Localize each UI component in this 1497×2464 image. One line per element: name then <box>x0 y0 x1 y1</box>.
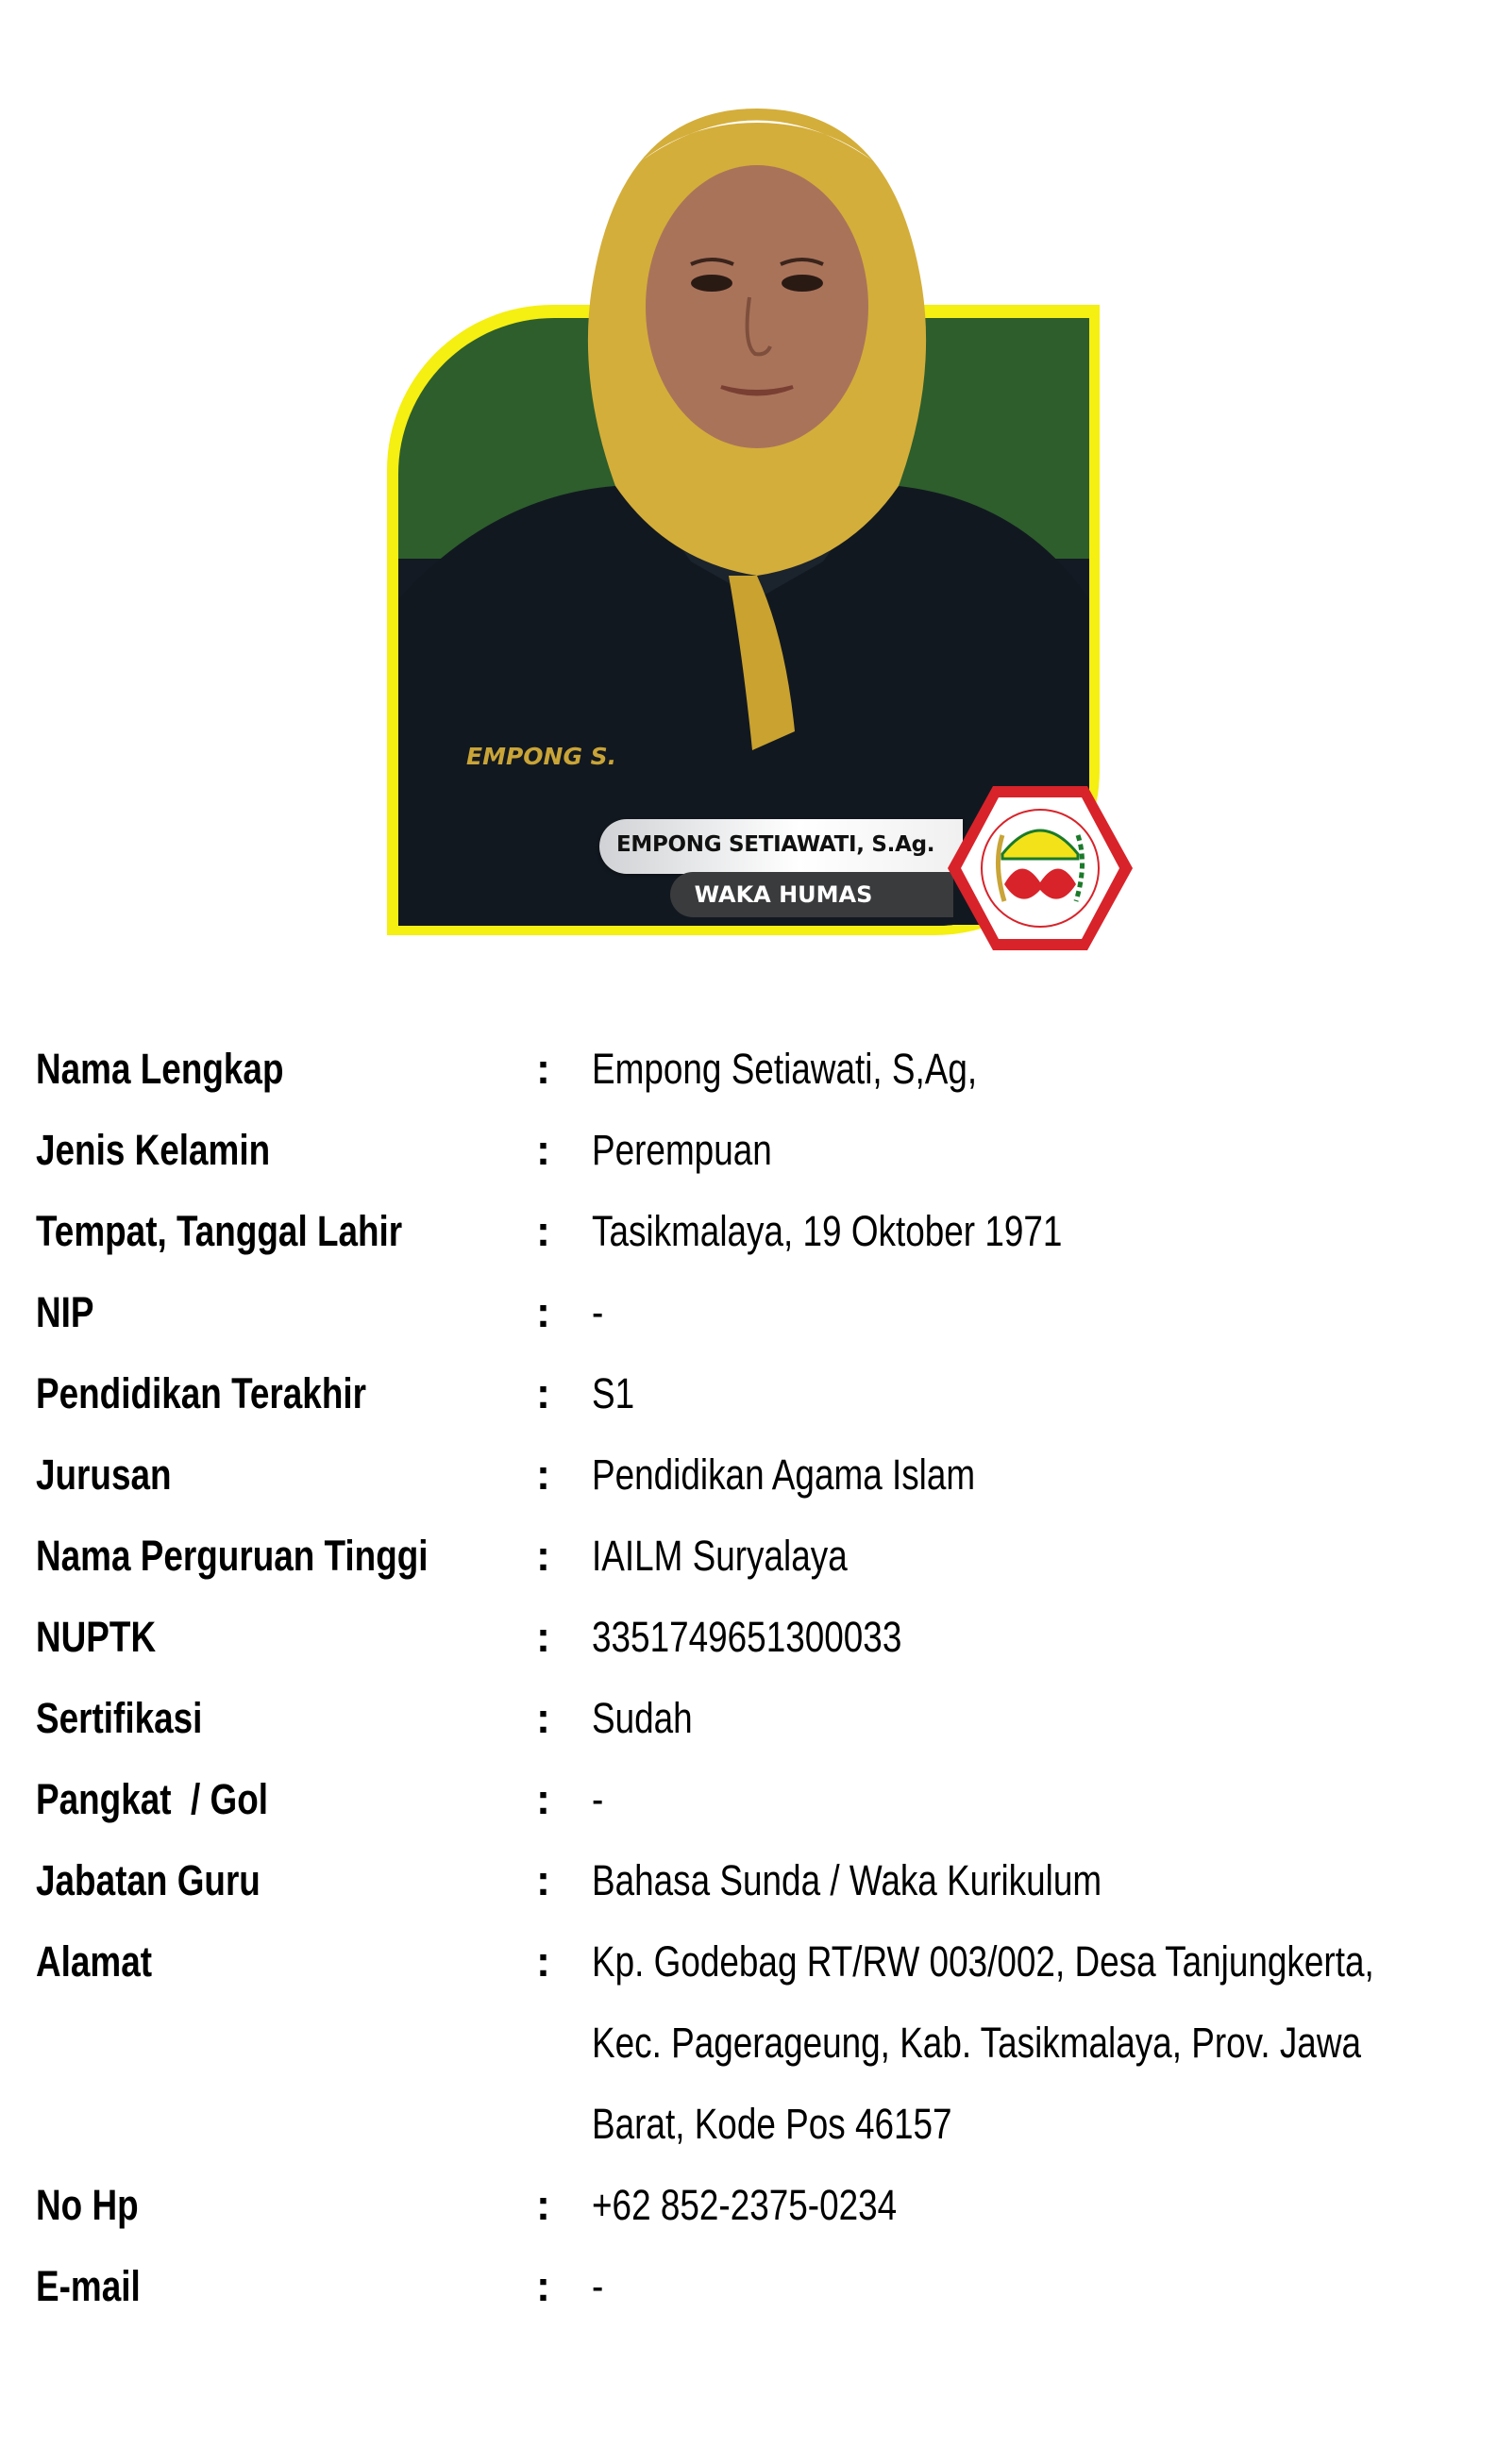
separator: : <box>536 1369 550 1417</box>
separator: : <box>536 2262 550 2310</box>
value-alamat-line-1: Kp. Godebag RT/RW 003/002, Desa Tanjungkerta, <box>592 1937 1374 1986</box>
profile-card <box>379 71 1135 958</box>
school-logo-icon <box>946 779 1135 958</box>
label-pangkat: Pangkat / Gol <box>36 1775 269 1823</box>
badge-name: EMPONG SETIAWATI, S.Ag. <box>616 832 935 857</box>
separator: : <box>536 1856 550 1904</box>
separator: : <box>536 1532 550 1580</box>
value-jurusan: Pendidikan Agama Islam <box>592 1450 976 1499</box>
label-nuptk: NUPTK <box>36 1613 157 1661</box>
label-jabatan: Jabatan Guru <box>36 1856 261 1904</box>
value-jabatan: Bahasa Sunda / Waka Kurikulum <box>592 1856 1102 1904</box>
row-nip <box>0 1272 1497 1353</box>
value-nama-lengkap: Empong Setiawati, S,Ag, <box>592 1045 978 1093</box>
row-jenis-kelamin <box>0 1110 1497 1191</box>
row-email <box>0 2246 1497 2327</box>
separator: : <box>536 1937 550 1986</box>
value-sertifikasi: Sudah <box>592 1694 693 1742</box>
row-ttl <box>0 1191 1497 1272</box>
label-jenis-kelamin: Jenis Kelamin <box>36 1126 271 1174</box>
value-alamat-line-3: Barat, Kode Pos 46157 <box>592 2100 952 2148</box>
label-perguruan-tinggi: Nama Perguruan Tinggi <box>36 1532 429 1580</box>
row-alamat-cont <box>0 2084 1497 2165</box>
label-alamat: Alamat <box>36 1937 153 1986</box>
separator: : <box>536 2181 550 2229</box>
value-perguruan-tinggi: IAILM Suryalaya <box>592 1532 848 1580</box>
badge-role: WAKA HUMAS <box>694 881 873 908</box>
separator: : <box>536 1126 550 1174</box>
row-nuptk <box>0 1597 1497 1678</box>
row-jabatan <box>0 1840 1497 1921</box>
value-pendidikan: S1 <box>592 1369 635 1417</box>
value-jenis-kelamin: Perempuan <box>592 1126 772 1174</box>
separator: : <box>536 1045 550 1093</box>
row-no-hp <box>0 2165 1497 2246</box>
label-sertifikasi: Sertifikasi <box>36 1694 203 1742</box>
separator: : <box>536 1613 550 1661</box>
shirt-embroidery: EMPONG S. <box>466 743 617 770</box>
label-pendidikan: Pendidikan Terakhir <box>36 1369 366 1417</box>
name-badge <box>599 812 963 906</box>
row-sertifikasi <box>0 1678 1497 1759</box>
separator: : <box>536 1207 550 1255</box>
separator: : <box>536 1775 550 1823</box>
separator: : <box>536 1288 550 1336</box>
separator: : <box>536 1694 550 1742</box>
value-ttl: Tasikmalaya, 19 Oktober 1971 <box>592 1207 1063 1255</box>
separator: : <box>536 1450 550 1499</box>
row-jurusan <box>0 1434 1497 1516</box>
label-email: E-mail <box>36 2262 141 2310</box>
label-nip: NIP <box>36 1288 94 1336</box>
row-pendidikan <box>0 1353 1497 1434</box>
row-nama-lengkap <box>0 1029 1497 1110</box>
label-no-hp: No Hp <box>36 2181 139 2229</box>
label-jurusan: Jurusan <box>36 1450 172 1499</box>
value-email: - <box>592 2262 604 2310</box>
value-no-hp: +62 852-2375-0234 <box>592 2181 898 2229</box>
row-pangkat <box>0 1759 1497 1840</box>
row-alamat <box>0 1921 1497 2003</box>
label-ttl: Tempat, Tanggal Lahir <box>36 1207 403 1255</box>
value-pangkat: - <box>592 1775 604 1823</box>
value-alamat-line-2: Kec. Pagerageung, Kab. Tasikmalaya, Prov. Jawa <box>592 2019 1361 2067</box>
value-nuptk: 3351749651300033 <box>592 1613 902 1661</box>
label-nama-lengkap: Nama Lengkap <box>36 1045 284 1093</box>
row-alamat-cont <box>0 2003 1497 2084</box>
row-perguruan-tinggi <box>0 1516 1497 1597</box>
value-nip: - <box>592 1288 604 1336</box>
